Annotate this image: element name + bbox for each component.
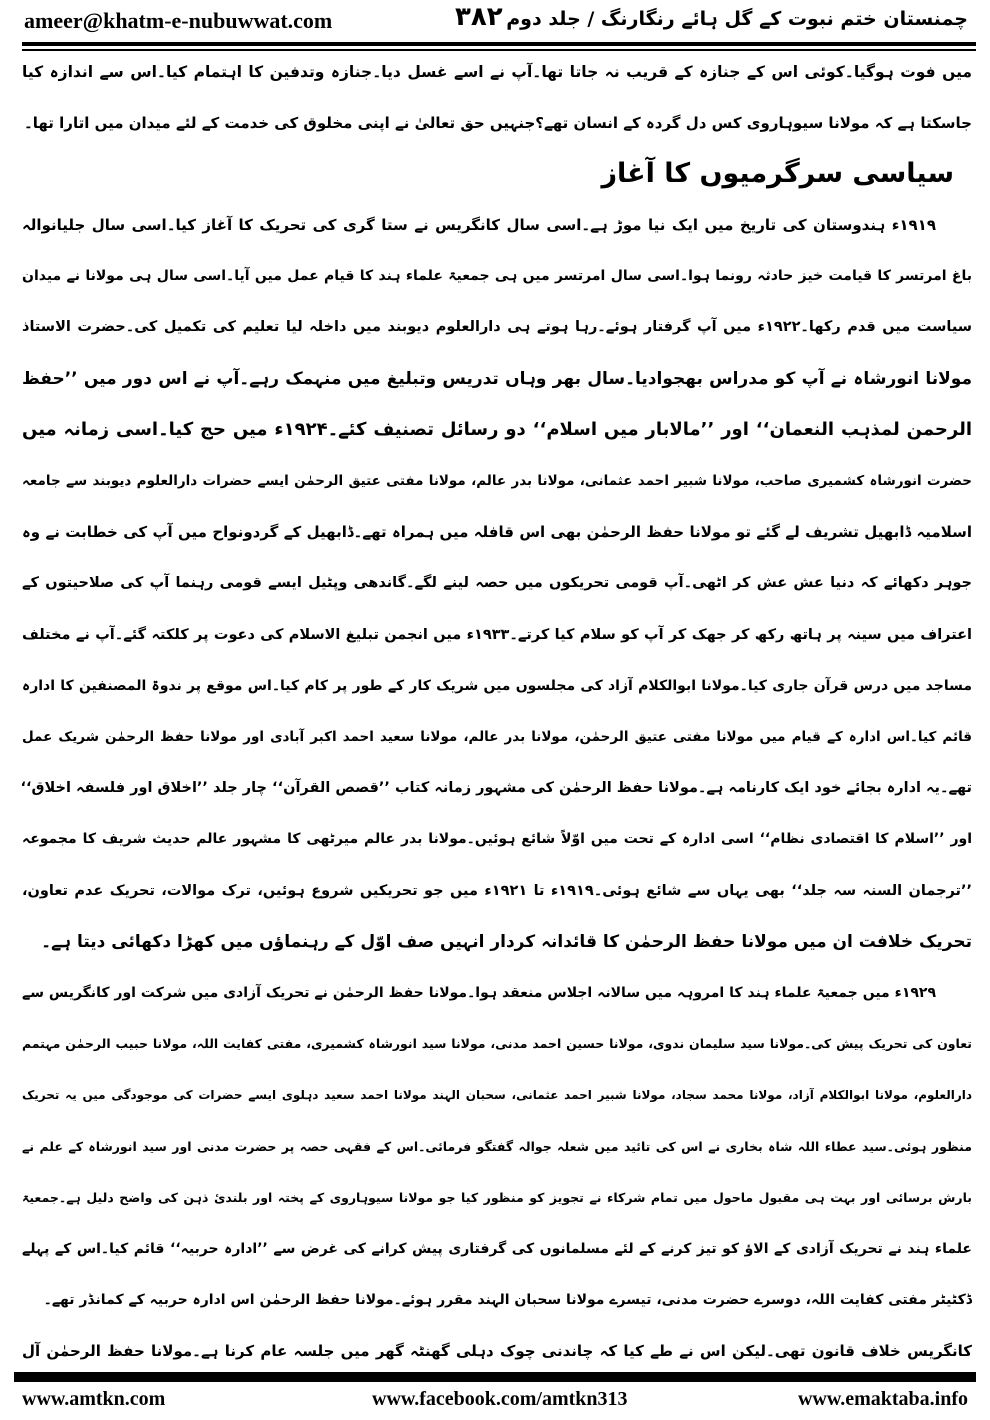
text-line: تعاون کی تحریک پیش کی۔مولانا سید سلیمان ندوی، مولانا حسین احمد مدنی، مولانا سید انورشاہ کشمیری، مفتی کفایت اللہ، مولانا حبیب الرحمٰن مہتمم (22, 1036, 972, 1052)
section-heading: سیاسی سرگرمیوں کا آغاز (601, 158, 954, 189)
text-line: اسلامیہ ڈابھیل تشریف لے گئے تو مولانا حفظ الرحمٰن بھی اس قافلہ میں ہمراہ تھے۔ڈابھیل کے گردونواح میں آپ کی خطابت نے وہ (22, 523, 972, 542)
text-line: جوہر دکھائے کہ دنیا عش عش کر اٹھی۔آپ قومی تحریکوں میں حصہ لینے لگے۔گاندھی وپٹیل ایسے قومی رہنما آپ کی صلاحیتوں کے (22, 575, 972, 592)
text-line: بارش برسائی اور بہت ہی مقبول ماحول میں تمام شرکاء نے تجویز کو منظور کیا جو مولانا سیوہاروی کے پختہ اور بلندیٔ ذہن کی واضح دلیل ہے۔جمعیۃ (22, 1189, 972, 1205)
text-line: تحریک خلافت ان میں مولانا حفظ الرحمٰن کا قائدانہ کردار انہیں صف اوّل کے رہنماؤں میں کھڑا دکھائی دیتا ہے۔ (41, 931, 972, 952)
text-line: ’’ترجمان السنہ سہ جلد‘‘ بھی یہاں سے شائع ہوئی۔۱۹۱۹ء تا ۱۹۲۱ء میں جو تحریکیں شروع ہوئیں، ترک موالات، تحریک عدم تعاون، (22, 882, 972, 899)
header-rule-thin (22, 49, 976, 51)
footer-rule (14, 1372, 976, 1382)
text-line: اور ’’اسلام کا اقتصادی نظام‘‘ اسی ادارہ کے تحت میں اوّلاً شائع ہوئیں۔مولانا بدر عالم میرٹھی کا مشہور عالم حدیث شریف کا مجموعہ (22, 831, 972, 848)
text-line: جاسکتا ہے کہ مولانا سیوہاروی کس دل گردہ کے انسان تھے؟جنہیں حق تعالیٰ نے اپنی مخلوق کی خدمت کے لئے میدان میں اتارا تھا۔ (23, 114, 972, 132)
text-line: مولانا انورشاہ نے آپ کو مدراس بھجوادیا۔سال بھر وہاں تدریس وتبلیغ میں منہمک رہے۔آپ نے اس دور میں ’’حفظ (22, 368, 972, 389)
footer-link-facebook[interactable]: www.facebook.com/amtkn313 (372, 1388, 628, 1410)
footer-link-amtkn[interactable]: www.amtkn.com (22, 1388, 166, 1410)
text-line: کانگریس خلاف قانون تھی۔لیکن اس نے طے کیا کہ چاندنی چوک دہلی گھنٹہ گھر میں جلسہ عام کرنا ہے۔مولانا حفظ الرحمٰن آل (22, 1342, 972, 1361)
text-line: مساجد میں درس قرآن جاری کیا۔مولانا ابوالکلام آزاد کی مجلسوں میں شریک کار کے طور پر کام کیا۔اس موقع پر ندوۃ المصنفین کا ادارہ (22, 677, 972, 694)
book-title: چمنستان ختم نبوت کے گل ہائے رنگارنگ / جلد دوم (506, 8, 968, 30)
text-line: الرحمن لمذہب النعمان‘‘ اور ’’مالابار میں اسلام‘‘ دو رسائل تصنیف کئے۔۱۹۲۴ء میں حج کیا۔اسی زمانہ میں (22, 418, 972, 440)
text-line: حضرت انورشاہ کشمیری صاحب، مولانا شبیر احمد عثمانی، مولانا بدر عالم، مولانا مفتی عتیق الرحمٰن ایسے حضرات دارالعلوم دیوبند سے جامعہ (22, 473, 972, 489)
text-line: ۱۹۲۹ء میں جمعیۃ علماء ہند کا امروہہ میں سالانہ اجلاس منعقد ہوا۔مولانا حفظ الرحمٰن نے تحریک آزادی میں شرکت اور کانگریس سے (22, 985, 936, 1001)
text-line: منظور ہوئی۔سید عطاء اللہ شاہ بخاری نے اس کی تائید میں شعلہ جوالہ گفتگو فرمائی۔اس کے فقہی حصہ پر حضرت مدنی اور سید انورشاہ کے علم نے (22, 1138, 972, 1154)
text-line: اعتراف میں سینہ پر ہاتھ رکھ کر جھک کر آپ کو سلام کیا کرتے۔۱۹۳۳ء میں انجمن تبلیغ الاسلام کی دعوت پر کلکتہ گئے۔آپ نے مختلف (22, 626, 972, 643)
text-line: ۱۹۱۹ء ہندوستان کی تاریخ میں ایک نیا موڑ ہے۔اسی سال کانگریس نے ستا گری کی تحریک کا آغاز کیا۔اسی سال جلیانوالہ (22, 216, 936, 234)
footer-link-emaktaba[interactable]: www.emaktaba.info (797, 1388, 968, 1410)
text-line: علماء ہند نے تحریک آزادی کے الاؤ کو تیز کرنے کے لئے مسلمانوں کی گرفتاری پیش کرانے کی غرض سے ’’ادارہ حربیہ‘‘ قائم کیا۔اس کے پہلے (22, 1241, 972, 1257)
header-rule-thick (22, 42, 976, 46)
header-email: ameer@khatm-e-nubuwwat.com (24, 8, 333, 33)
text-line: باغ امرتسر کا قیامت خیز حادثہ رونما ہوا۔اسی سال امرتسر میں ہی جمعیۃ علماء ہند کا قیام عمل میں آیا۔اسی سال ہی مولانا نے میدان (22, 268, 972, 285)
text-line: قائم کیا۔اس ادارہ کے قیام میں مولانا مفتی عتیق الرحمٰن، مولانا بدر عالم، مولانا سعید احمد اکبر آبادی اور مولانا حفظ الرحمٰن شریک عمل (22, 729, 972, 745)
text-line: سیاست میں قدم رکھا۔۱۹۲۲ء میں آپ گرفتار ہوئے۔رہا ہوتے ہی دارالعلوم دیوبند میں داخلہ لیا تعلیم کی تکمیل کی۔حضرت الاستاذ (22, 319, 972, 336)
page-number: ۳۸۲ (455, 2, 503, 32)
text-line: تھے۔یہ ادارہ بجائے خود ایک کارنامہ ہے۔مولانا حفظ الرحمٰن کی مشہور زمانہ کتاب ’’قصص القرآن‘‘ چار جلد ’’اخلاق اور فلسفہ اخلاق‘‘ (20, 780, 972, 797)
text-line: میں فوت ہوگیا۔کوئی اس کے جنازہ کے قریب نہ جاتا تھا۔آپ نے اسے غسل دیا۔جنازہ وتدفین کا اہتمام کیا۔اس سے اندازہ کیا (22, 63, 972, 81)
text-line: دارالعلوم، مولانا ابوالکلام آزاد، مولانا محمد سجاد، مولانا شبیر احمد عثمانی، سحبان الہند مولانا احمد سعید دہلوی ایسے حضرات کی موجودگی میں یہ تحریک (22, 1088, 972, 1103)
text-line: ڈکٹیٹر مفتی کفایت اللہ، دوسرے حضرت مدنی، تیسرے مولانا سحبان الہند مقرر ہوئے۔مولانا حفظ الرحمٰن اس ادارہ حربیہ کے کمانڈر تھے۔ (43, 1292, 972, 1309)
